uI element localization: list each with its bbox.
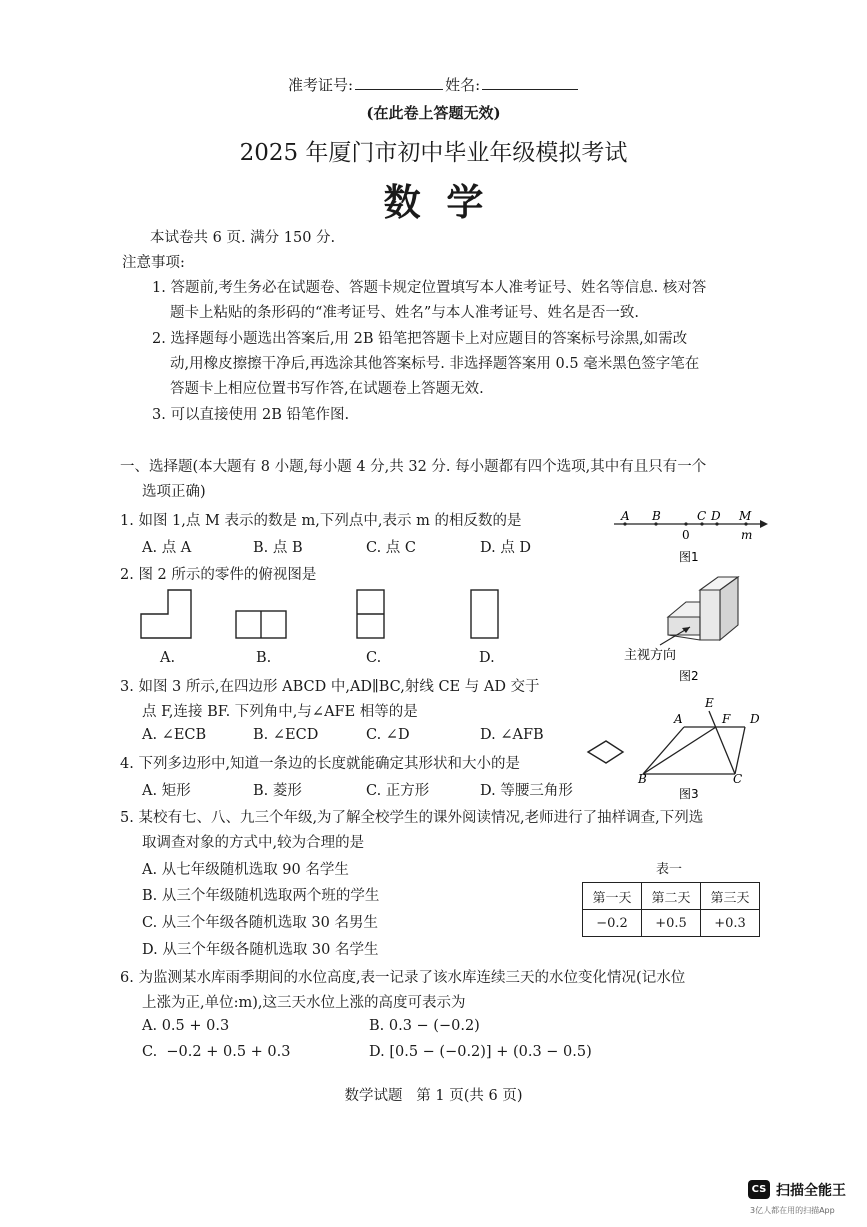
q2-option-c: C.: [366, 650, 382, 666]
q3-option-a: A. ∠ECB: [142, 727, 207, 743]
q2-option-b-figure: [236, 611, 286, 638]
page-footer: 数学试题 第 1 页(共 6 页): [344, 1088, 523, 1104]
pages-line: 本试卷共 6 页. 满分 150 分.: [150, 230, 336, 246]
q1-option-d: D. 点 D: [480, 540, 532, 556]
fig1-caption: 图1: [679, 550, 699, 564]
note-line: 动,用橡皮擦擦干净后,再选涂其他答案标号. 非选择题答案用 0.5 毫米黑色签字笔在: [170, 356, 700, 372]
q5-option-a: A. 从七年级随机选取 90 名学生: [142, 862, 349, 878]
fig1-label-c: C: [697, 509, 707, 523]
q3-option-d: D. ∠AFB: [480, 727, 544, 743]
exam-title: 2025 年厦门市初中毕业年级模拟考试: [239, 140, 628, 166]
q6-stem-line1: 6. 为监测某水库雨季期间的水位高度,表一记录了该水库连续三天的水位变化情况(记水位: [120, 970, 686, 986]
q2-option-d: D.: [479, 650, 495, 666]
exam-id-label: 准考证号:: [288, 76, 354, 94]
q3-option-c: C. ∠D: [366, 727, 410, 743]
table-header-cell: 第二天: [642, 883, 701, 910]
q4-option-d: D. 等腰三角形: [480, 783, 573, 799]
fig1-label-b: B: [652, 509, 661, 523]
q3-stem-line2: 点 F,连接 BF. 下列角中,与∠AFE 相等的是: [142, 704, 418, 720]
q5-option-c: C. 从三个年级各随机选取 30 名男生: [142, 915, 378, 931]
q4-stem: 4. 下列多边形中,知道一条边的长度就能确定其形状和大小的是: [120, 756, 521, 772]
fig3-label-e: E: [705, 696, 714, 710]
note-line: 题卡上粘贴的条形码的“准考证号、姓名”与本人准考证号、姓名是否一致.: [170, 305, 639, 321]
figure-2-part: [668, 577, 738, 640]
q1-option-c: C. 点 C: [366, 540, 416, 556]
note-line: 3. 可以直接使用 2B 铅笔作图.: [152, 407, 350, 423]
table-header-cell: 第三天: [701, 883, 760, 910]
scanner-logo-icon: CS: [748, 1180, 770, 1199]
name-label: 姓名:: [445, 76, 481, 94]
table-header-row: [583, 883, 760, 910]
q5-stem-line2: 取调查对象的方式中,较为合理的是: [142, 835, 365, 851]
fig1-m-label: m: [741, 528, 753, 542]
rhombus-figure: [588, 741, 623, 763]
note-line: 2. 选择题每小题选出答案后,用 2B 铅笔把答题卡上对应题目的答案标号涂黑,如需改: [152, 331, 688, 347]
fig3-caption: 图3: [679, 787, 699, 801]
q4-option-a: A. 矩形: [142, 783, 191, 799]
fig3-label-c: C: [733, 772, 743, 786]
q6-option-c: C. −0.2 + 0.5 + 0.3: [142, 1044, 291, 1060]
scanner-tagline: 3亿人都在用的扫描App: [750, 1206, 835, 1215]
q6-option-a: A. 0.5 + 0.3: [142, 1018, 230, 1034]
q6-stem-line2: 上涨为正,单位:m),这三天水位上涨的高度可表示为: [142, 995, 466, 1011]
q2-option-c-figure: [357, 590, 384, 638]
notes-label: 注意事项:: [122, 255, 185, 271]
table-cell: +0.3: [701, 910, 760, 937]
q1-option-b: B. 点 B: [253, 540, 303, 556]
q2-option-a: A.: [160, 650, 176, 666]
q4-option-c: C. 正方形: [366, 783, 430, 799]
table-cell: −0.2: [583, 910, 642, 937]
fig3-label-b: B: [638, 772, 647, 786]
fig1-label-d: D: [711, 509, 721, 523]
note-line: 1. 答题前,考生务必在试题卷、答题卡规定位置填写本人准考证号、姓名等信息. 核对答: [152, 280, 707, 296]
table-cell: +0.5: [642, 910, 701, 937]
q4-option-b: B. 菱形: [253, 783, 302, 799]
scanner-brand: 扫描全能王: [776, 1183, 846, 1199]
q2-option-b: B.: [256, 650, 272, 666]
q2-stem: 2. 图 2 所示的零件的俯视图是: [120, 567, 317, 583]
q3-stem-line1: 3. 如图 3 所示,在四边形 ABCD 中,AD∥BC,射线 CE 与 AD 交于: [120, 679, 540, 695]
q5-option-d: D. 从三个年级各随机选取 30 名学生: [142, 942, 379, 958]
q1-option-a: A. 点 A: [142, 540, 192, 556]
note-line: 答题卡上相应位置书写作答,在试题卷上答题无效.: [170, 381, 484, 397]
section-heading-cont: 选项正确): [142, 484, 206, 500]
q3-option-b: B. ∠ECD: [253, 727, 319, 743]
table-header-cell: 第一天: [583, 883, 642, 910]
q6-option-d: D. [0.5 − (−0.2)] + (0.3 − 0.5): [369, 1044, 592, 1060]
q2-option-a-figure: [141, 590, 191, 638]
q6-option-b: B. 0.3 − (−0.2): [369, 1018, 480, 1034]
fig3-label-a: A: [674, 712, 683, 726]
fig1-label-m: M: [739, 509, 752, 523]
fig1-label-a: A: [621, 509, 630, 523]
fig1-zero: 0: [682, 528, 690, 542]
q1-stem: 1. 如图 1,点 M 表示的数是 m,下列点中,表示 m 的相反数的是: [120, 513, 522, 529]
fig3-label-d: D: [750, 712, 760, 726]
table1-caption: 表一: [656, 862, 683, 877]
q5-option-b: B. 从三个年级随机选取两个班的学生: [142, 888, 380, 904]
table-row: [583, 910, 760, 937]
fig3-label-f: F: [722, 712, 731, 726]
fig2-direction-label: 主视方向: [624, 648, 677, 663]
fig2-caption: 图2: [679, 669, 699, 683]
no-answer-notice: (在此卷上答题无效): [366, 104, 501, 122]
water-level-table: [582, 882, 760, 937]
section-heading: 一、选择题(本大题有 8 小题,每小题 4 分,共 32 分. 每小题都有四个选项,其中有且只有一个: [120, 459, 707, 475]
q5-stem-line1: 5. 某校有七、八、九三个年级,为了解全校学生的课外阅读情况,老师进行了抽样调查,下列选: [120, 810, 704, 826]
subject-title: 数 学: [383, 180, 484, 224]
q2-option-d-figure: [471, 590, 498, 638]
